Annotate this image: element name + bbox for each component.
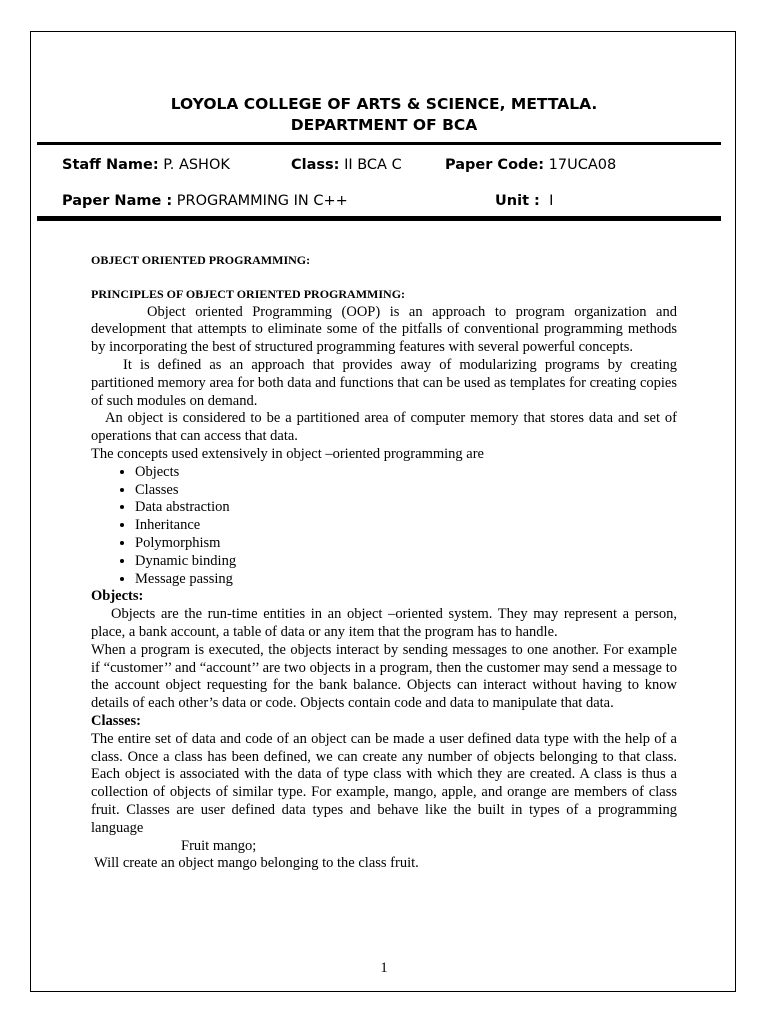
paragraph-oop-definition: Object oriented Programming (OOP) is an approach to program organization and development that attempts to eliminate some of the pitfalls of conventional programming methods by incorporating the best of structured programming features with several powerful concepts. bbox=[91, 303, 677, 356]
paragraph-objects-runtime: Objects are the run-time entities in an object –oriented system. They may represent a person, place, a bank account, a table of data or any item that the program has to handle. bbox=[91, 606, 677, 640]
meta-row-staff bbox=[62, 156, 230, 174]
meta-row-unit bbox=[495, 192, 553, 210]
list-item: • Classes bbox=[135, 482, 677, 500]
staff-name-label: Staff Name: bbox=[62, 157, 159, 173]
list-item: • Data abstraction bbox=[135, 499, 677, 517]
list-item: • Inheritance bbox=[135, 517, 677, 535]
heading-objects: Objects: bbox=[91, 588, 144, 605]
staff-name-value: P. ASHOK bbox=[163, 157, 230, 173]
college-name: LOYOLA COLLEGE OF ARTS & SCIENCE, METTALA. bbox=[170, 95, 598, 113]
meta-row-paper-name bbox=[62, 192, 348, 210]
paper-name-label: Paper Name : bbox=[62, 193, 173, 209]
list-item: • Objects bbox=[135, 464, 677, 482]
document-body bbox=[91, 252, 677, 873]
concepts-list bbox=[91, 464, 677, 589]
header-divider bbox=[37, 142, 721, 145]
list-item: • Dynamic binding bbox=[135, 553, 677, 571]
paper-code-label: Paper Code: bbox=[445, 157, 545, 173]
paragraph-classes: The entire set of data and code of an object can be made a user defined data type with the help of a class. Once a class has been defined, we can create any number of objects belonging to that class. Each object is associated with the data of type class with which they are created. A class is thus a collection of objects of similar type. For example, mango, apple, and orange are members of class fruit. Classes are user defined data types and behave like the built in types of a programming language bbox=[91, 730, 677, 836]
paragraph-closing: Will create an object mango belonging to the class fruit. bbox=[94, 855, 419, 872]
department-name: DEPARTMENT OF BCA bbox=[290, 116, 478, 134]
meta-row-class bbox=[291, 156, 402, 174]
list-item: • Polymorphism bbox=[135, 535, 677, 553]
paragraph-concepts-intro: The concepts used extensively in object –oriented programming are bbox=[91, 445, 484, 462]
class-label: Class: bbox=[291, 157, 340, 173]
list-item: • Message passing bbox=[135, 571, 677, 589]
paragraph-modularizing: It is defined as an approach that provides away of modularizing programs by creating partitioned memory area for both data and functions that can be used as templates for creating copies of such modules on demand. bbox=[91, 356, 677, 409]
unit-value: I bbox=[549, 193, 554, 209]
spacer bbox=[91, 270, 677, 286]
code-example: Fruit mango; bbox=[181, 837, 257, 854]
unit-label: Unit : bbox=[495, 193, 540, 209]
paragraph-object-memory: An object is considered to be a partitioned area of computer memory that stores data and set of operations that can access that data. bbox=[91, 410, 677, 445]
class-value: II BCA C bbox=[344, 157, 402, 173]
paragraph-objects-messages: When a program is executed, the objects interact by sending messages to one another. For example if “customer’’ and “account’’ are two objects in a program, then the customer may send a message to the account object requesting for the bank balance. Objects can interact without having to know details of each other’s data or code. Objects contain code and data to manipulate that data. bbox=[91, 641, 677, 712]
page-number: 1 bbox=[380, 960, 388, 976]
meta-divider bbox=[37, 216, 721, 221]
heading-oop: OBJECT ORIENTED PROGRAMMING: bbox=[91, 253, 311, 267]
paper-code-value: 17UCA08 bbox=[548, 157, 617, 173]
heading-principles: PRINCIPLES OF OBJECT ORIENTED PROGRAMMING: bbox=[91, 286, 406, 301]
paper-name-value: PROGRAMMING IN C++ bbox=[176, 193, 348, 209]
meta-row-paper-code bbox=[445, 156, 616, 174]
heading-classes: Classes: bbox=[91, 712, 141, 729]
